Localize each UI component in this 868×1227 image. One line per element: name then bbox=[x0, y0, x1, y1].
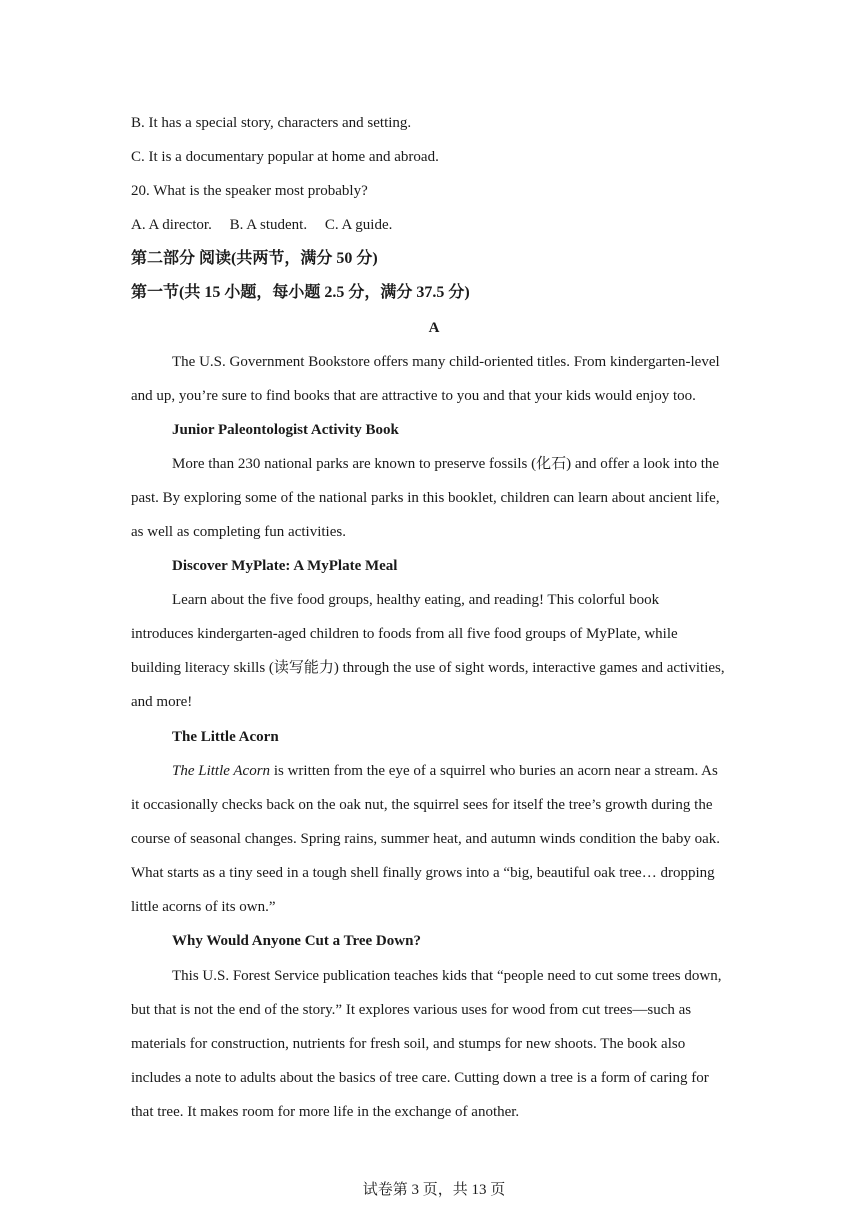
q20-question: 20. What is the speaker most probably? bbox=[131, 183, 368, 199]
paragraph-line: course of seasonal changes. Spring rains, summer heat, and autumn winds condition the baby oak. bbox=[131, 831, 721, 847]
q20-option-a: A. A director. bbox=[131, 217, 212, 233]
paragraph-text: is written from the eye of a squirrel who buries an acorn near a stream. As bbox=[270, 763, 718, 779]
section1-heading: 第一节(共 15 小题，每小题 2.5 分，满分 37.5 分) bbox=[131, 284, 470, 301]
book-title: Discover MyPlate: A MyPlate Meal bbox=[172, 558, 398, 574]
paragraph-line: introduces kindergarten-aged children to foods from all five food groups of MyPlate, while bbox=[131, 626, 678, 642]
passage-label: A bbox=[428, 320, 440, 336]
page-footer: 试卷第 3 页，共 13 页 bbox=[362, 1182, 506, 1198]
paragraph-line: past. By exploring some of the national parks in this booklet, children can learn about ancient life, bbox=[131, 490, 720, 506]
q19-option-c: C. It is a documentary popular at home and abroad. bbox=[131, 149, 439, 165]
paragraph-line: What starts as a tiny seed in a tough shell finally grows into a “big, beautiful oak tree… dropping bbox=[131, 865, 715, 881]
book-title: Why Would Anyone Cut a Tree Down? bbox=[172, 933, 421, 949]
paragraph-line: and more! bbox=[131, 694, 193, 710]
paragraph-line: but that is not the end of the story.” It explores various uses for wood from cut trees—such as bbox=[131, 1002, 692, 1018]
q20-options bbox=[131, 215, 741, 235]
paragraph-line: This U.S. Forest Service publication teaches kids that “people need to cut some trees down, bbox=[172, 968, 722, 984]
paragraph-line: that tree. It makes room for more life in the exchange of another. bbox=[131, 1104, 520, 1120]
book-title: Junior Paleontologist Activity Book bbox=[172, 422, 399, 438]
q19-option-b: B. It has a special story, characters and setting. bbox=[131, 115, 412, 131]
paragraph-line: building literacy skills (读写能力) through the use of sight words, interactive games and activities, bbox=[131, 660, 725, 676]
q20-option-c: C. A guide. bbox=[324, 217, 393, 233]
paragraph-line: includes a note to adults about the basics of tree care. Cutting down a tree is a form of caring for bbox=[131, 1070, 709, 1086]
paragraph-line: as well as completing fun activities. bbox=[131, 524, 346, 540]
book-title: The Little Acorn bbox=[172, 729, 279, 745]
paragraph-line: it occasionally checks back on the oak nut, the squirrel sees for itself the tree’s growth during the bbox=[131, 797, 713, 813]
part2-heading: 第二部分 阅读(共两节，满分 50 分) bbox=[131, 250, 378, 267]
paragraph-line: materials for construction, nutrients for fresh soil, and stumps for new shoots. The book also bbox=[131, 1036, 686, 1052]
book-title-italic: The Little Acorn bbox=[172, 763, 271, 779]
q20-option-b: B. A student. bbox=[229, 217, 308, 233]
paragraph-line bbox=[172, 761, 782, 781]
paragraph-line: little acorns of its own.” bbox=[131, 899, 276, 915]
intro-line: and up, you’re sure to find books that are attractive to you and that your kids would enjoy too. bbox=[131, 388, 696, 404]
paragraph-line: Learn about the five food groups, healthy eating, and reading! This colorful book bbox=[172, 592, 660, 608]
paragraph-line: More than 230 national parks are known to preserve fossils (化石) and offer a look into the bbox=[172, 456, 720, 472]
intro-line: The U.S. Government Bookstore offers many child-oriented titles. From kindergarten-level bbox=[172, 354, 720, 370]
